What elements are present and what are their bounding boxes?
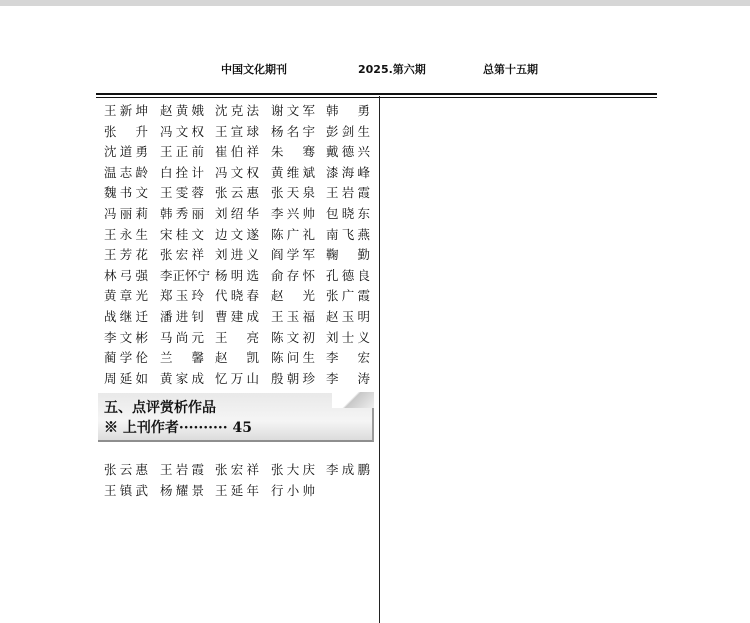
author-name: 漆海峰	[326, 164, 370, 180]
author-name: 李 宏	[326, 350, 370, 366]
author-name: 张广霞	[326, 288, 370, 304]
author-name: 朱 骞	[271, 144, 315, 160]
name-row	[104, 163, 374, 184]
author-name: 兰 馨	[160, 350, 204, 366]
name-row	[104, 142, 374, 163]
author-name: 刘绍华	[215, 205, 259, 221]
author-name: 行小帅	[271, 483, 315, 498]
author-name: 鞠 勤	[326, 247, 370, 263]
section-title: 五、点评赏析作品	[104, 400, 216, 416]
featured-author-list	[104, 459, 374, 501]
author-name: 周延如	[104, 370, 148, 386]
author-name: 张天泉	[271, 185, 315, 201]
author-name: 冯文权	[215, 164, 259, 180]
author-name: 马尚元	[160, 329, 204, 345]
name-row	[104, 307, 374, 328]
name-row	[104, 225, 374, 246]
author-name: 忆万山	[215, 370, 259, 386]
total-issue-label: 总第十五期	[483, 63, 538, 76]
author-name: 张宏祥	[160, 247, 204, 263]
author-name: 陈文初	[271, 329, 315, 345]
author-name: 李 涛	[326, 370, 370, 386]
name-row	[104, 369, 374, 390]
author-name: 郑玉玲	[160, 288, 204, 304]
author-name: 赵黄娥	[160, 103, 204, 118]
journal-title: 中国文化期刊	[221, 63, 287, 76]
name-row	[104, 266, 374, 287]
author-name: 杨名宇	[271, 123, 315, 139]
author-name: 王正前	[160, 144, 204, 160]
name-row	[104, 101, 374, 122]
author-name: 彭剑生	[326, 123, 370, 139]
author-name: 王永生	[104, 226, 148, 242]
author-name: 战继迁	[104, 308, 148, 324]
author-name: 黄家成	[160, 370, 204, 386]
author-name: 王 亮	[215, 329, 259, 345]
author-name: 崔伯祥	[215, 144, 259, 160]
author-name: 温志龄	[104, 164, 148, 180]
author-name: 张 升	[104, 123, 148, 139]
author-name: 韩 勇	[326, 103, 370, 118]
author-name: 李正怀宁	[160, 267, 211, 283]
author-name: 赵 光	[271, 288, 315, 304]
author-name: 黄章光	[104, 288, 148, 304]
author-name: 边文遂	[215, 226, 259, 242]
author-name: 王镇武	[104, 483, 148, 498]
top-gray-bar	[0, 0, 750, 6]
author-name: 刘士义	[326, 329, 370, 345]
author-name: 王雯蓉	[160, 185, 204, 201]
name-row	[104, 183, 374, 204]
column-divider	[379, 96, 380, 623]
name-row	[104, 348, 374, 369]
section-subtitle: ※ 上刊作者·········· 45	[104, 420, 252, 436]
author-name-list	[104, 101, 374, 389]
author-name: 张宏祥	[215, 462, 259, 477]
author-name: 魏书文	[104, 185, 148, 201]
author-name: 孔德良	[326, 267, 370, 283]
author-name: 杨耀景	[160, 483, 204, 498]
author-name: 张大庆	[271, 462, 315, 477]
author-name: 王延年	[215, 483, 259, 498]
section-box-corner	[332, 392, 374, 408]
author-name: 包晓东	[326, 205, 370, 221]
author-name: 蔺学伦	[104, 350, 148, 366]
author-name: 潘进钊	[160, 308, 204, 324]
author-name: 王宣球	[215, 123, 259, 139]
author-name: 陈广礼	[271, 226, 315, 242]
author-name: 王岩霞	[326, 185, 370, 201]
author-name: 张云惠	[104, 462, 148, 477]
name-row	[104, 204, 374, 225]
author-name: 韩秀丽	[160, 205, 204, 221]
author-name: 白拴计	[160, 164, 204, 180]
name-row	[104, 286, 374, 307]
author-name: 沈克法	[215, 103, 259, 118]
author-name: 李文彬	[104, 329, 148, 345]
author-name: 李兴帅	[271, 205, 315, 221]
author-name: 冯丽莉	[104, 205, 148, 221]
author-name: 刘进义	[215, 247, 259, 263]
author-name: 黄维斌	[271, 164, 315, 180]
author-name: 王玉福	[271, 308, 315, 324]
author-name: 赵玉明	[326, 308, 370, 324]
name-row	[104, 459, 374, 480]
issue-label: 2025.第六期	[358, 63, 426, 76]
author-name: 王芳花	[104, 247, 148, 263]
author-name: 张云惠	[215, 185, 259, 201]
header-rule-thick	[96, 93, 657, 95]
author-name: 赵 凯	[215, 350, 259, 366]
author-name: 阎学军	[271, 247, 315, 263]
author-name: 杨明选	[215, 267, 259, 283]
author-name: 南飞燕	[326, 226, 370, 242]
name-row	[104, 480, 374, 501]
header-rule-thin	[96, 97, 657, 98]
name-row	[104, 122, 374, 143]
author-name: 俞存怀	[271, 267, 315, 283]
author-name: 殷朝珍	[271, 370, 315, 386]
author-name: 宋桂文	[160, 226, 204, 242]
author-name: 王岩霞	[160, 462, 204, 477]
author-name: 王新坤	[104, 103, 148, 118]
name-row	[104, 328, 374, 349]
author-name: 戴德兴	[326, 144, 370, 160]
author-name: 林弓强	[104, 267, 148, 283]
author-name: 沈道勇	[104, 144, 148, 160]
author-name: 李成鹏	[326, 462, 370, 477]
name-row	[104, 245, 374, 266]
author-name: 冯文权	[160, 123, 204, 139]
author-name: 曹建成	[215, 308, 259, 324]
section-heading-box	[98, 393, 374, 442]
author-name: 谢文军	[271, 103, 315, 118]
author-name: 陈问生	[271, 350, 315, 366]
author-name: 代晓春	[215, 288, 259, 304]
